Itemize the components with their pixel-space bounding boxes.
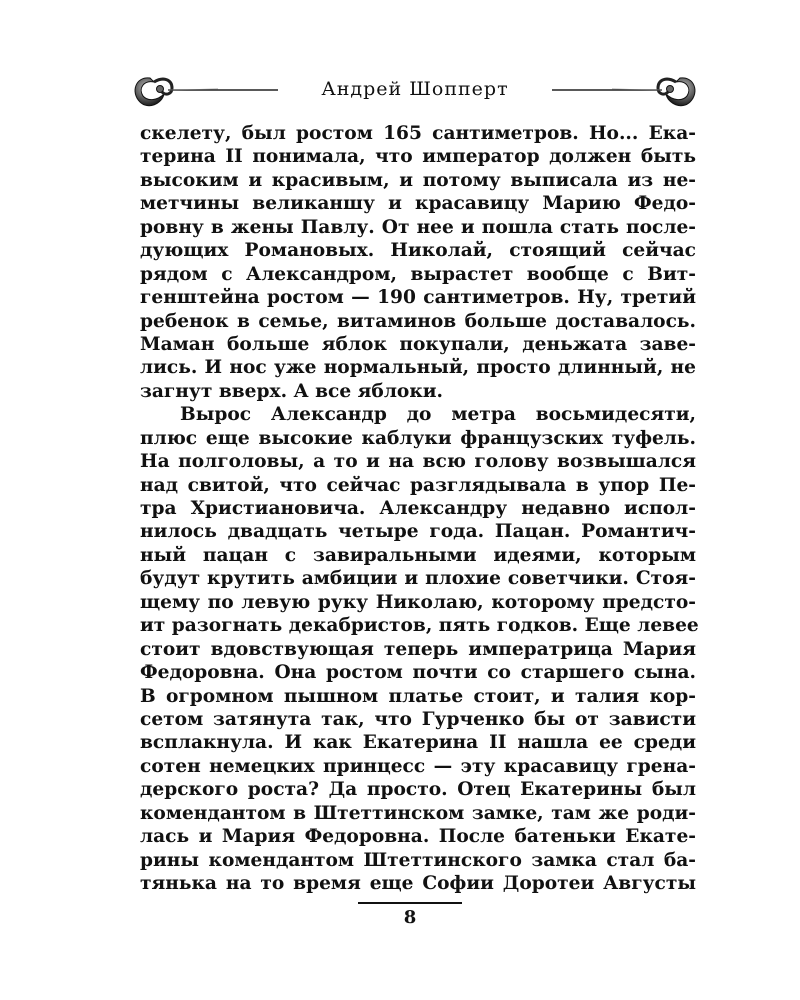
text-line: высоким и красивым, и потому выписала из не- (140, 169, 696, 191)
text-line: Вырос Александр до метра восьмидесяти, (180, 404, 696, 426)
right-ornament-icon (552, 70, 702, 110)
page-number: 8 (403, 907, 417, 928)
body-text (140, 122, 699, 895)
text-line: тра Христиановича. Александру недавно испол- (140, 498, 696, 519)
text-line: будут крутить амбиции и плохие советчики. Стоя- (140, 568, 696, 590)
footer-rule (358, 902, 462, 904)
text-line: загнут вверх. А все яблоки. (140, 380, 444, 402)
paragraph (140, 403, 699, 895)
text-line: В огромном пышном платье стоит, и талия кор- (140, 685, 696, 707)
text-line: всплакнула. И как Екатерина II нашла ее среди (140, 732, 696, 754)
text-line: скелету, был ростом 165 сантиметров. Но... Ека- (140, 123, 696, 144)
author-name: Андрей Шопперт (321, 78, 509, 100)
text-line: дующих Романовых. Николай, стоящий сейчас (140, 240, 696, 262)
text-line: сотен немецких принцесс — эту красавицу грена- (140, 755, 696, 777)
paragraph (140, 122, 696, 403)
text-line: Федоровна. Она ростом почти со старшего сына. (140, 662, 696, 684)
text-line: ровну в жены Павлу. От нее и пошла стать после- (140, 216, 696, 238)
text-line: метчины великаншу и красавицу Марию Федо- (140, 193, 696, 215)
text-line: над свитой, что сейчас разглядывала в упор Пе- (140, 474, 696, 496)
text-line: ит разогнать декабристов, пять годков. Еще левее (140, 615, 699, 637)
text-line: лась и Мария Федоровна. После батеньки Екате- (140, 826, 696, 848)
running-header (128, 66, 702, 116)
text-line: Маман больше яблок покупали, деньжата заве- (140, 333, 696, 355)
text-line: ный пацан с завиральными идеями, которым (140, 544, 696, 566)
text-line: рядом с Александром, вырастет вообще с Вит- (140, 263, 696, 285)
text-line: стоит вдовствующая теперь императрица Мария (140, 638, 696, 660)
text-line: дерского роста? Да просто. Отец Екатерины был (140, 779, 696, 801)
text-line: На полголовы, а то и на всю голову возвышался (140, 451, 696, 473)
text-line: лись. И нос уже нормальный, просто длинный, не (140, 357, 696, 379)
text-line: терина II понимала, что император должен быть (140, 146, 696, 168)
text-line: ребенок в семье, витаминов больше доставалось. (140, 310, 696, 332)
text-line: генштейна ростом — 190 сантиметров. Ну, третий (140, 287, 696, 309)
text-line: плюс еще высокие каблуки французских туфель. (140, 427, 696, 449)
text-line: тянька на то время еще Софии Доротеи Августы (140, 873, 696, 894)
text-line: щему по левую руку Николаю, которому предсто- (140, 591, 696, 613)
text-line: нилось двадцать четыре года. Пацан. Романтич- (140, 521, 696, 543)
text-line: рины комендантом Штеттинского замка стал ба- (140, 849, 696, 871)
text-line: комендантом в Штеттинском замке, там же роди- (140, 802, 696, 824)
text-line: сетом затянута так, что Гурченко бы от зависти (140, 708, 696, 730)
